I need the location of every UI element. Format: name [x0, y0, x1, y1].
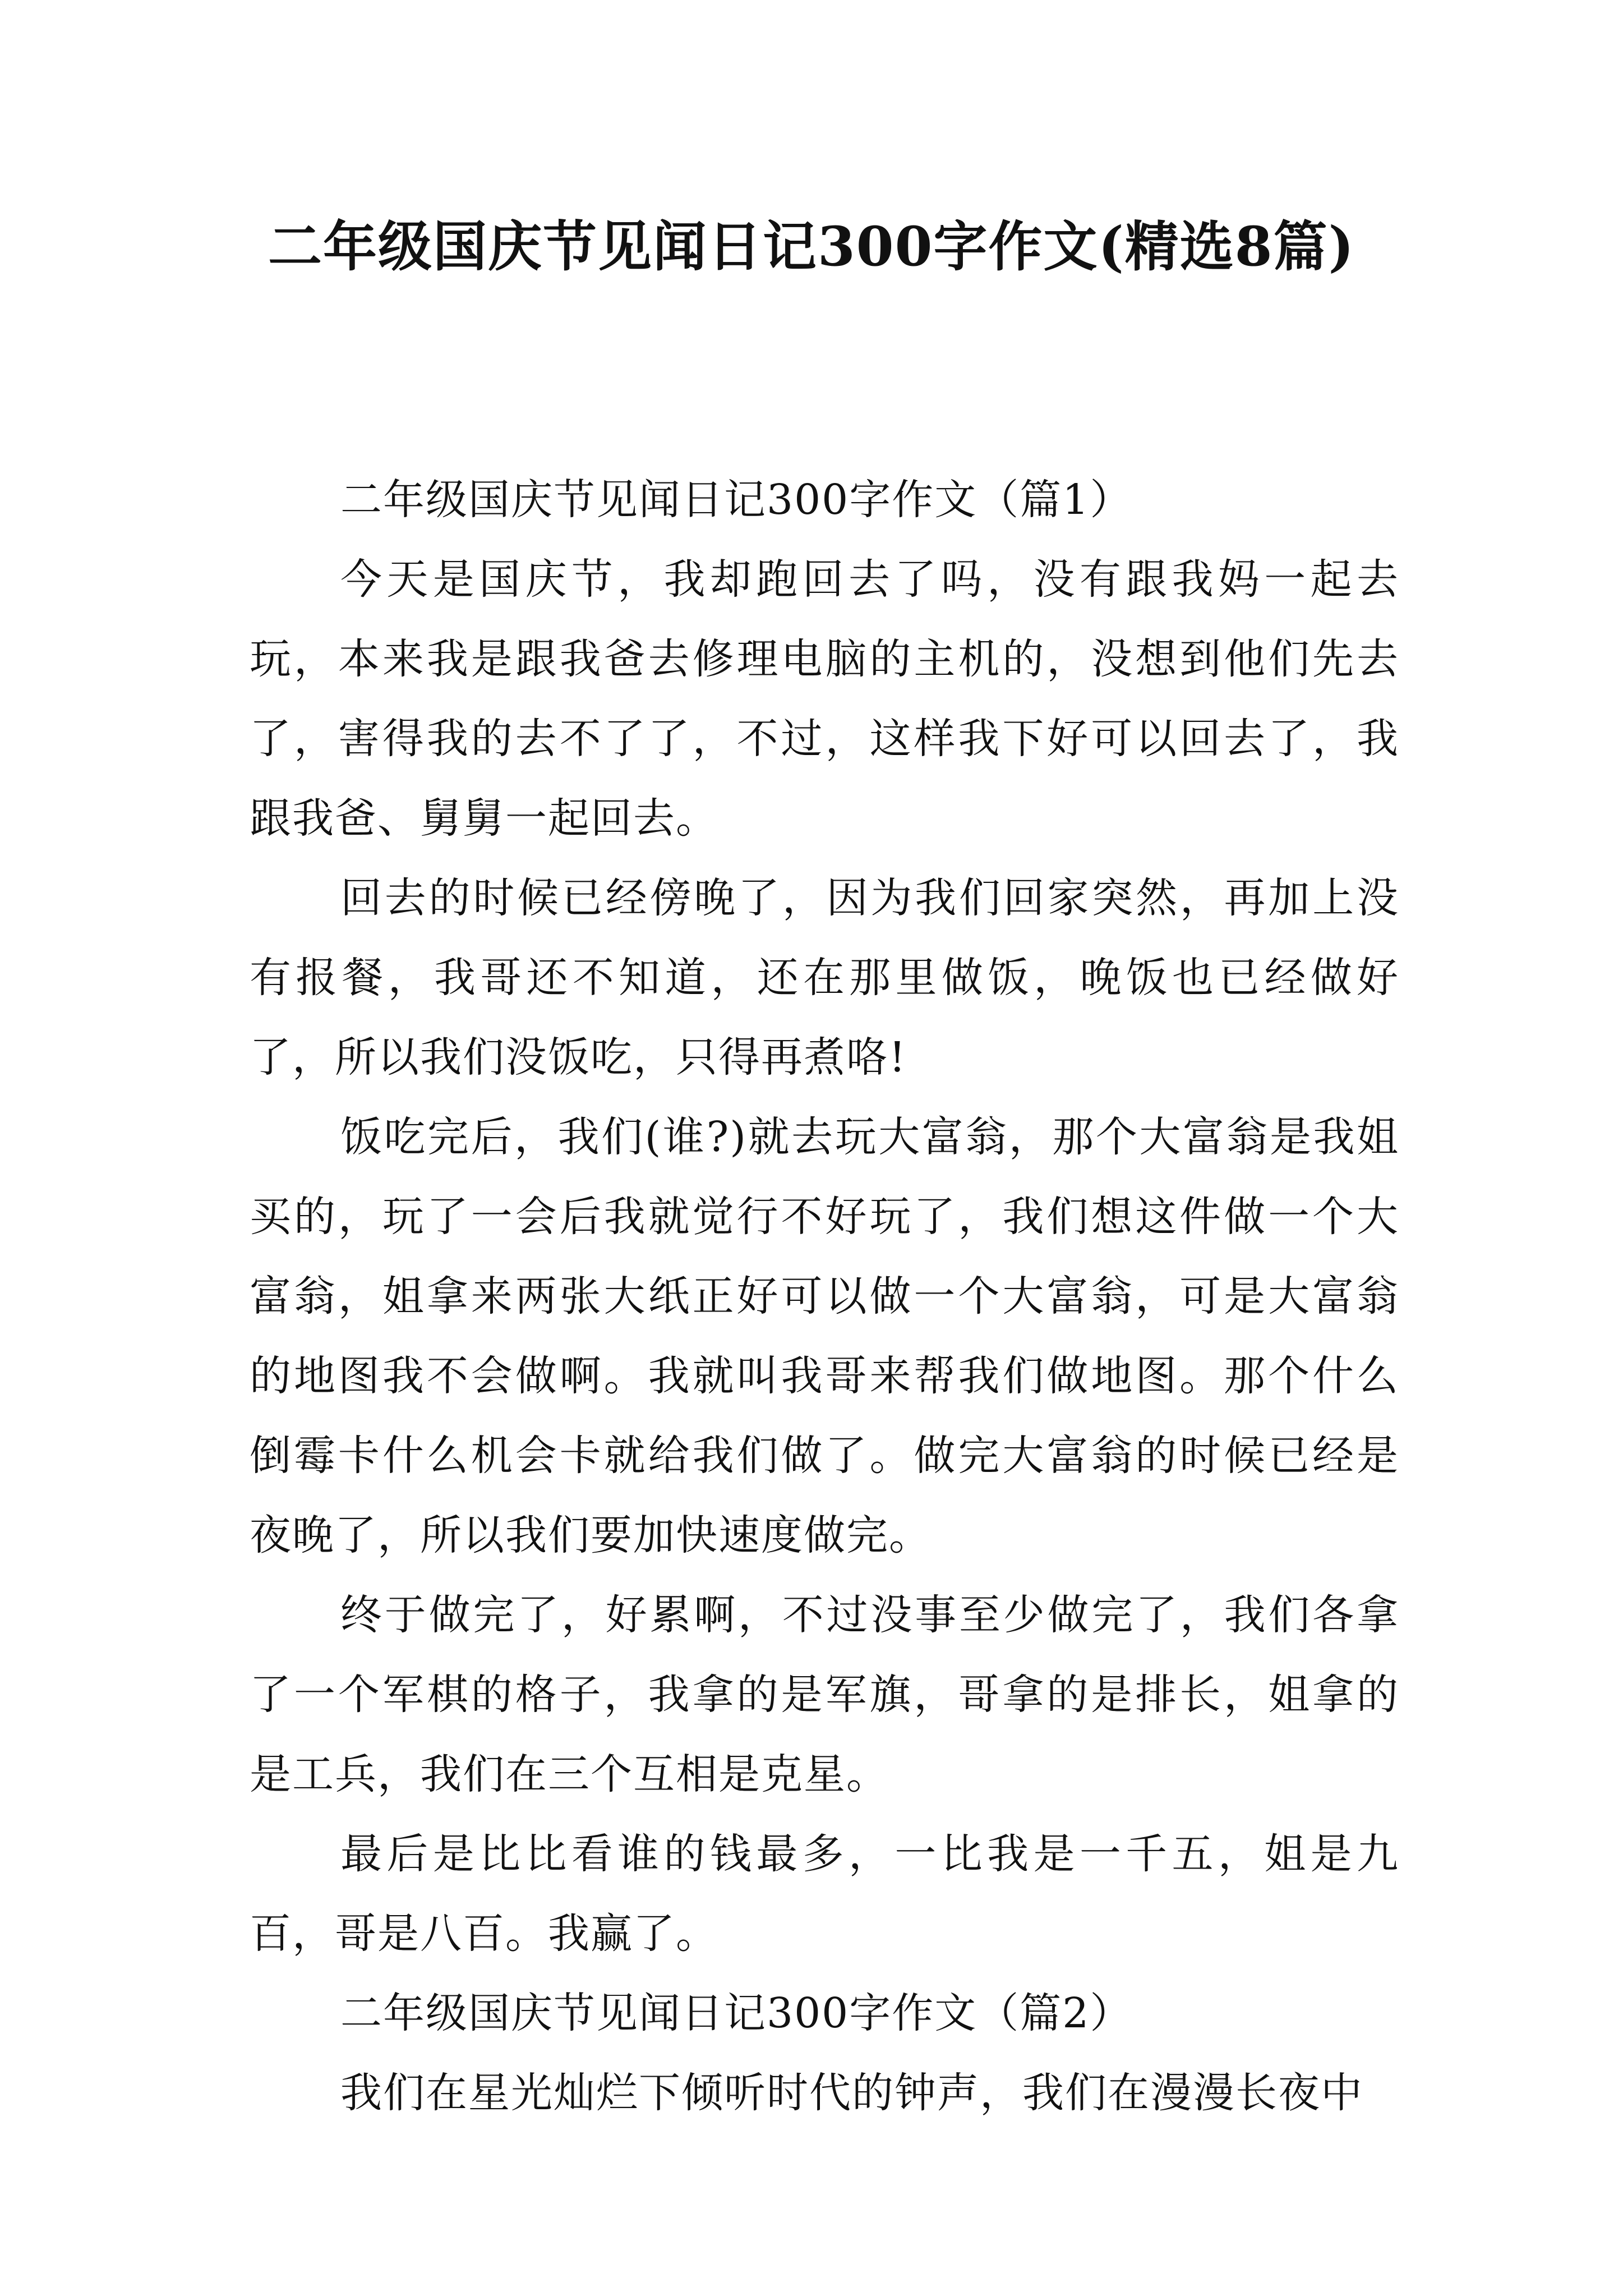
document-title: 二年级国庆节见闻日记300字作文(精选8篇) — [268, 215, 1355, 278]
document-body — [250, 460, 1399, 2133]
paragraph: 回去的时候已经傍晚了，因为我们回家突然，再加上没有报餐，我哥还不知道，还在那里做饭，晚饭也已经做好了，所以我们没饭吃，只得再煮咯! — [250, 874, 1399, 1082]
paragraph: 我们在星光灿烂下倾听时代的钟声，我们在漫漫长夜中 — [340, 2069, 1363, 2117]
paragraph: 最后是比比看谁的钱最多，一比我是一千五，姐是九百，哥是八百。我赢了。 — [250, 1830, 1399, 1958]
paragraph: 饭吃完后，我们(谁?)就去玩大富翁，那个大富翁是我姐买的，玩了一会后我就觉行不好玩了，我们想这件做一个大富翁，姐拿来两张大纸正好可以做一个大富翁，可是大富翁的地图我不会做啊。我就叫我哥来帮我们做地图。那个什么倒霉卡什么机会卡就给我们做了。做完大富翁的时候已经是夜晚了，所以我们要加快速度做完。 — [250, 1113, 1399, 1559]
section-heading-1: 二年级国庆节见闻日记300字作文（篇1） — [340, 476, 1133, 524]
section-heading-2: 二年级国庆节见闻日记300字作文（篇2） — [340, 1989, 1133, 2037]
paragraph: 终于做完了，好累啊，不过没事至少做完了，我们各拿了一个军棋的格子，我拿的是军旗，哥拿的是排长，姐拿的是工兵，我们在三个互相是克星。 — [250, 1591, 1399, 1798]
paragraph: 今天是国庆节，我却跑回去了吗，没有跟我妈一起去玩，本来我是跟我爸去修理电脑的主机的，没想到他们先去了，害得我的去不了了，不过，这样我下好可以回去了，我跟我爸、舅舅一起回去。 — [250, 555, 1399, 843]
